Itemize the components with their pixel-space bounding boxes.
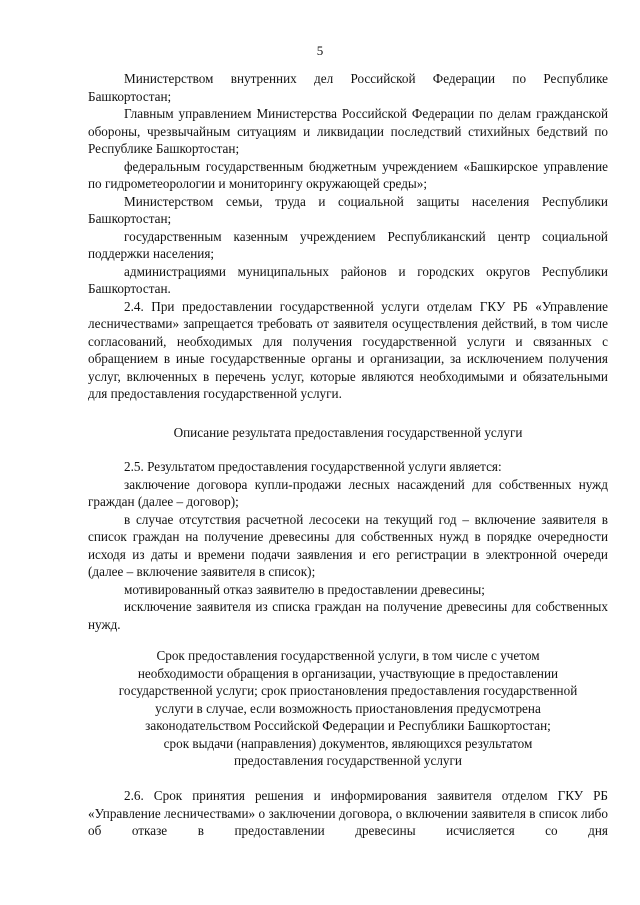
paragraph: мотивированный отказ заявителю в предоставлении древесины; <box>124 581 485 597</box>
paragraph: Главным управлением Министерства Российской Федерации по делам гражданской обороны, чрезвычайным ситуациям и ликвидации последствий стихийных бедствий по Республике Башкортостан; <box>88 106 608 156</box>
heading-line: законодательством Российской Федерации и Республики Башкортостан; <box>145 718 551 733</box>
paragraph-2-5: 2.5. Результатом предоставления государственной услуги является: <box>124 459 502 474</box>
block-result <box>88 458 608 633</box>
paragraph: заключение договора купли-продажи лесных насаждений для собственных нужд граждан (далее – договор); <box>88 476 608 509</box>
block-authorities <box>88 70 608 403</box>
heading-line: необходимости обращения в организации, участвующие в предоставлении <box>137 665 559 681</box>
paragraph: Министерством семьи, труда и социальной защиты населения Республики Башкортостан; <box>88 193 608 226</box>
block-term <box>88 787 608 840</box>
paragraph: администрациями муниципальных районов и городских округов Республики Башкортостан. <box>88 263 608 296</box>
paragraph: государственным казенным учреждением Республиканский центр социальной поддержки населения; <box>88 228 608 261</box>
paragraph-2-6: 2.6. Срок принятия решения и информирования заявителя отделом ГКУ РБ «Управление лесничествами» о заключении договора, о включении заявителя в список либо об отказе в предоставлении древесины исчисляется со дня <box>88 788 608 838</box>
heading-line: государственной услуги; срок приостановления предоставления государственной <box>118 683 578 698</box>
paragraph: федеральным государственным бюджетным учреждением «Башкирское управление по гидрометеорологии и мониторингу окружающей среды»; <box>88 158 608 191</box>
section-heading: Описание результата предоставления государственной услуги <box>173 425 523 440</box>
paragraph-2-4: 2.4. При предоставлении государственной услуги отделам ГКУ РБ «Управление лесничествами» запрещается требовать от заявителя осуществления действий, в том числе согласований, необходимых для получения государственной услуги и связанных с обращением в иные государственные органы и организации, за исключением получения услуг, включенных в перечень услуг, которые являются необходимыми и обязательными для предоставления государственной услуги. <box>88 298 608 401</box>
section-heading-result <box>88 424 608 442</box>
section-heading-terms <box>88 647 608 770</box>
heading-line: предоставления государственной услуги <box>234 753 462 768</box>
paragraph: в случае отсутствия расчетной лесосеки на текущий год – включение заявителя в список граждан на получение древесины для собственных нужд в порядке очередности исходя из даты и времени подачи заявления и его регистрации в электронной очереди (далее – включение заявителя в список); <box>88 511 608 579</box>
heading-line: услуги в случае, если возможность приостановления предусмотрена <box>155 700 541 716</box>
page-number: 5 <box>316 43 324 58</box>
paragraph: Министерством внутренних дел Российской Федерации по Республике Башкортостан; <box>88 71 608 104</box>
paragraph: исключение заявителя из списка граждан на получение древесины для собственных нужд. <box>88 599 608 632</box>
heading-line: Срок предоставления государственной услуги, в том числе с учетом <box>156 648 540 663</box>
heading-line: срок выдачи (направления) документов, являющихся результатом <box>163 735 533 751</box>
